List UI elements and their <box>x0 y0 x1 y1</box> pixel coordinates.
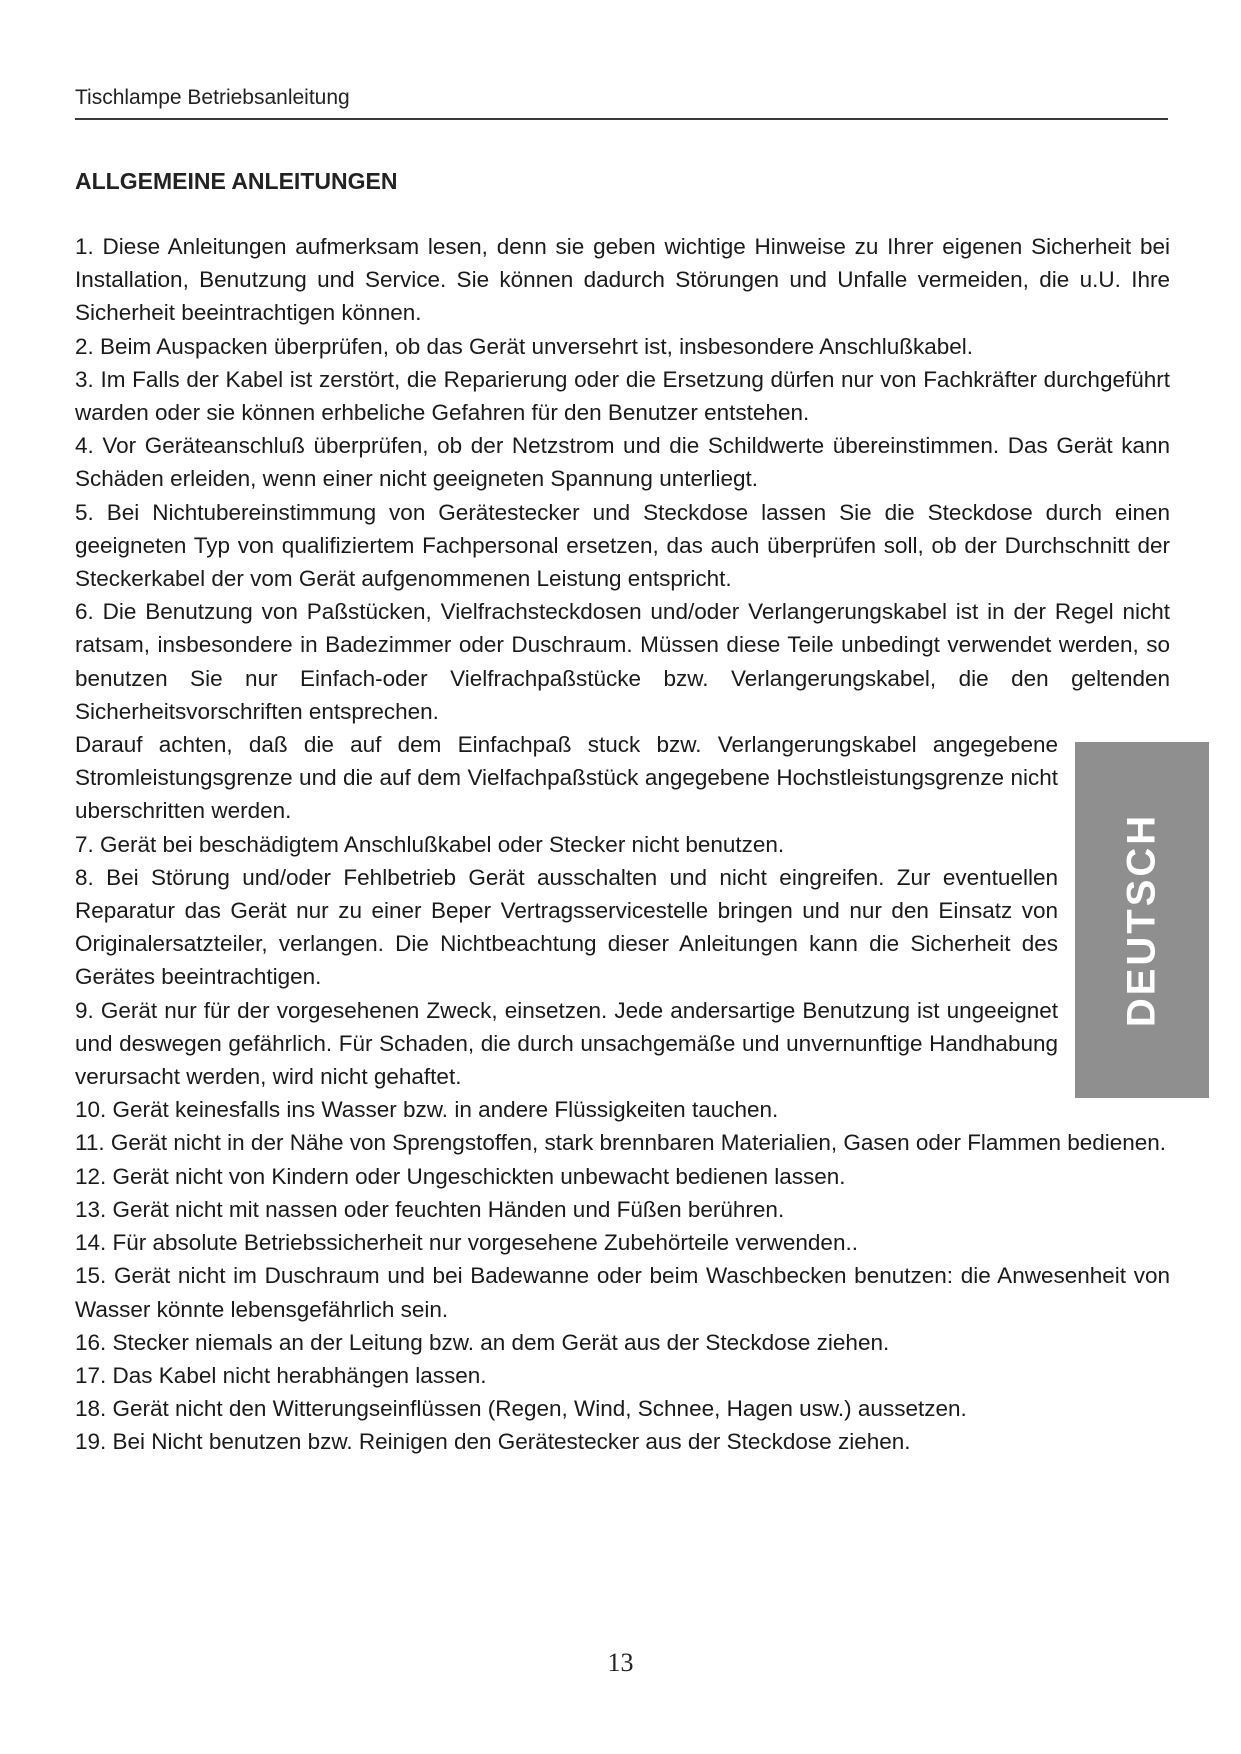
document-header-title: Tischlampe Betriebsanleitung <box>75 86 350 109</box>
page-number: 13 <box>607 1648 634 1677</box>
instruction-item-15: 15. Gerät nicht im Duschraum und bei Badewanne oder beim Waschbecken benutzen: die Anwesenheit von Wasser könnte lebensgefährlich sein. <box>75 1263 1170 1322</box>
instruction-item-11: 11. Gerät nicht in der Nähe von Sprengstoffen, stark brennbaren Materialien, Gasen oder Flammen bedienen. <box>75 1130 1167 1156</box>
instruction-item-14: 14. Für absolute Betriebssicherheit nur vorgesehene Zubehörteile verwenden.. <box>75 1230 858 1256</box>
instruction-item-10: 10. Gerät keinesfalls ins Wasser bzw. in andere Flüssigkeiten tauchen. <box>75 1097 779 1123</box>
instruction-item-19: 19. Bei Nicht benutzen bzw. Reinigen den Gerätestecker aus der Steckdose ziehen. <box>75 1429 911 1455</box>
instruction-item-13: 13. Gerät nicht mit nassen oder feuchten Händen und Füßen berühren. <box>75 1196 785 1222</box>
instruction-item-4: 4. Vor Geräteanschluß überprüfen, ob der Netzstrom und die Schildwerte übereinstimmen. Das Gerät kann Schäden erleiden, wenn einer nicht geeigneten Spannung unterliegt. <box>75 433 1170 492</box>
instruction-item-17: 17. Das Kabel nicht herabhängen lassen. <box>75 1362 487 1388</box>
language-tab-label: DEUTSCH <box>1119 812 1164 1028</box>
instruction-item-2: 2. Beim Auspacken überprüfen, ob das Gerät unversehrt ist, insbesondere Anschlußkabel. <box>75 333 974 359</box>
instruction-item-6-note: Darauf achten, daß die auf dem Einfachpaß stuck bzw. Verlangerungskabel angegebene Stromleistungsgrenze und die auf dem Vielfachpaßstück angegebene Hochstleistungsgrenze nicht uberschritten werden. <box>75 732 1058 824</box>
instruction-list <box>75 230 1170 1459</box>
instruction-item-12: 12. Gerät nicht von Kindern oder Ungeschickten unbewacht bedienen lassen. <box>75 1163 846 1189</box>
instruction-item-8: 8. Bei Störung und/oder Fehlbetrieb Gerät ausschalten und nicht eingreifen. Zur eventuellen Reparatur das Gerät nur zu einer Beper Vertragsservicestelle bringen und nur den Einsatz von Originalersatzteiler, verlangen. Die Nichtbeachtung dieser Anleitungen kann die Sicherheit des Gerätes beeintrachtigen. <box>75 864 1058 990</box>
instruction-item-16: 16. Stecker niemals an der Leitung bzw. an dem Gerät aus der Steckdose ziehen. <box>75 1329 890 1355</box>
language-side-tab <box>1075 742 1209 1098</box>
instruction-item-9: 9. Gerät nur für der vorgesehenen Zweck, einsetzen. Jede andersartige Benutzung ist ungeeignet und deswegen gefährlich. Für Schaden, die durch unsachgemäße und unvernunftige Handhabung verursacht werden, wird nicht gehaftet. <box>75 997 1058 1090</box>
section-heading: ALLGEMEINE ANLEITUNGEN <box>75 168 398 194</box>
instruction-item-3: 3. Im Falls der Kabel ist zerstört, die Reparierung oder die Ersetzung dürfen nur von Fachkräfter durchgeführt warden oder sie können erhbeliche Gefahren für den Benutzer entstehen. <box>75 366 1170 426</box>
instruction-item-6: 6. Die Benutzung von Paßstücken, Vielfrachsteckdosen und/oder Verlangerungskabel ist in der Regel nicht ratsam, insbesondere in Badezimmer oder Duschraum. Müssen diese Teile unbedingt verwendet werden, so benutzen Sie nur Einfach-oder Vielfrachpaßstücke bzw. Verlangerungskabel, die den geltenden Sicherheitsvorschriften entsprechen. <box>75 599 1170 724</box>
instruction-item-18: 18. Gerät nicht den Witterungseinflüssen (Regen, Wind, Schnee, Hagen usw.) aussetzen. <box>75 1396 967 1422</box>
instruction-item-1: 1. Diese Anleitungen aufmerksam lesen, denn sie geben wichtige Hinweise zu Ihrer eigenen Sicherheit bei Installation, Benutzung und Service. Sie können dadurch Störungen und Unfalle vermeiden, die u.U. Ihre Sicherheit beeintrachtigen können. <box>75 234 1170 326</box>
instruction-item-7: 7. Gerät bei beschädigtem Anschlußkabel oder Stecker nicht benutzen. <box>75 831 785 857</box>
header-divider <box>75 118 1168 120</box>
instruction-item-5: 5. Bei Nichtubereinstimmung von Gerätestecker und Steckdose lassen Sie die Steckdose durch einen geeigneten Typ von qualifiziertem Fachpersonal ersetzen, das auch überprüfen soll, ob der Durchschnitt der Steckerkabel der vom Gerät aufgenommenen Leistung entspricht. <box>75 499 1170 592</box>
